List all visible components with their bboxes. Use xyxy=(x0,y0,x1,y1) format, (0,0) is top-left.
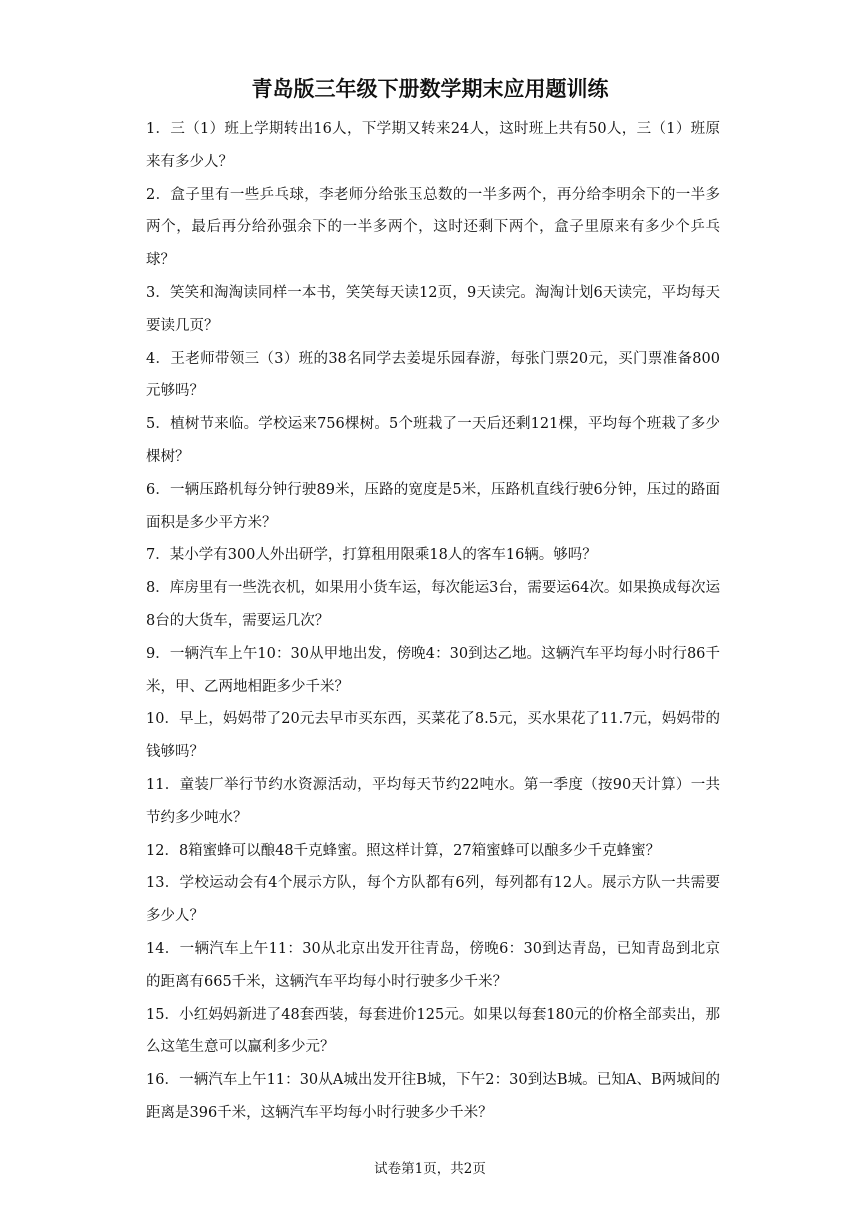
question-text: 一辆汽车上午11：30从北京出发开往青岛，傍晚6：30到达青岛，已知青岛到北京的距离有665千米，这辆汽车平均每小时行驶多少千米？ xyxy=(146,940,720,990)
question-number: 7． xyxy=(146,547,170,564)
question-item xyxy=(146,867,720,933)
question-number: 8． xyxy=(146,580,170,597)
question-item xyxy=(146,572,720,638)
question-number: 1． xyxy=(146,121,171,137)
question-text: 一辆汽车上午11：30从A城出发开往B城，下午2：30到达B城。已知A、B两城间的距离是396千米，这辆汽车平均每小时行驶多少千米？ xyxy=(146,1072,720,1121)
question-text: 8箱蜜蜂可以酿48千克蜂蜜。照这样计算，27箱蜜蜂可以酿多少千克蜂蜜？ xyxy=(178,842,661,859)
question-text: 三（1）班上学期转出16人，下学期又转来24人，这时班上共有50人，三（1）班原来有多少人？ xyxy=(146,121,720,170)
question-number: 16． xyxy=(146,1072,180,1089)
question-item xyxy=(146,343,720,409)
question-number: 2． xyxy=(146,186,171,203)
question-text: 植树节来临。学校运来756棵树。5个班栽了一天后还剩121棵，平均每个班栽了多少棵树？ xyxy=(146,416,720,465)
question-text: 一辆汽车上午10：30从甲地出发，傍晚4：30到达乙地。这辆汽车平均每小时行86千米，甲、乙两地相距多少千米？ xyxy=(146,645,720,695)
question-text: 王老师带领三（3）班的38名同学去姜堤乐园春游，每张门票20元，买门票准备800元够吗？ xyxy=(146,350,720,400)
question-item xyxy=(146,933,720,999)
question-text: 童装厂举行节约水资源活动，平均每天节约22吨水。第一季度（按90天计算）一共节约多少吨水？ xyxy=(146,776,720,826)
question-item xyxy=(146,277,720,343)
question-item xyxy=(146,769,720,835)
question-item xyxy=(146,179,720,277)
page-title: 青岛版三年级下册数学期末应用题训练 xyxy=(251,77,609,101)
question-item xyxy=(146,703,720,769)
question-item xyxy=(146,408,720,474)
question-item xyxy=(146,835,720,868)
question-number: 13． xyxy=(146,875,180,892)
question-text: 盒子里有一些乒乓球，李老师分给张玉总数的一半多两个，再分给李明余下的一半多两个，最后再分给孙强余下的一半多两个，这时还剩下两个，盒子里原来有多少个乒乓球？ xyxy=(146,186,720,269)
question-item xyxy=(146,638,720,704)
question-number: 12． xyxy=(146,842,179,859)
question-text: 早上，妈妈带了20元去早市买东西，买菜花了8.5元，买水果花了11.7元，妈妈带的钱够吗？ xyxy=(146,711,721,761)
question-text: 小红妈妈新进了48套西装，每套进价125元。如果以每套180元的价格全部卖出，那么这笔生意可以赢利多少元？ xyxy=(146,1006,720,1056)
question-number: 6． xyxy=(146,481,171,498)
question-number: 10． xyxy=(146,711,180,728)
question-number: 14． xyxy=(146,940,180,957)
question-item xyxy=(146,474,720,540)
question-text: 一辆压路机每分钟行驶89米，压路的宽度是5米，压路机直线行驶6分钟，压过的路面面积是多少平方米？ xyxy=(146,481,720,531)
question-item xyxy=(146,999,720,1065)
question-number: 3． xyxy=(146,284,171,301)
question-number: 5． xyxy=(146,416,171,433)
page-footer: 试卷第1页，共2页 xyxy=(374,1161,486,1177)
question-item xyxy=(146,113,720,179)
question-number: 9． xyxy=(146,645,170,662)
question-item xyxy=(146,1064,720,1130)
question-text: 库房里有一些洗衣机，如果用小货车运，每次能运3台，需要运64次。如果换成每次运8台的大货车，需要运几次？ xyxy=(146,580,720,629)
question-number: 4． xyxy=(146,350,171,367)
question-list xyxy=(146,113,720,1130)
question-text: 某小学有300人外出研学，打算租用限乘18人的客车16辆。够吗？ xyxy=(169,547,597,564)
question-number: 11． xyxy=(146,776,180,793)
question-number: 15． xyxy=(146,1006,180,1023)
question-item xyxy=(146,539,720,572)
question-text: 学校运动会有4个展示方队，每个方队都有6列，每列都有12人。展示方队一共需要多少人？ xyxy=(146,875,720,925)
question-text: 笑笑和淘淘读同样一本书，笑笑每天读12页，9天读完。淘淘计划6天读完，平均每天要读几页？ xyxy=(146,284,720,334)
